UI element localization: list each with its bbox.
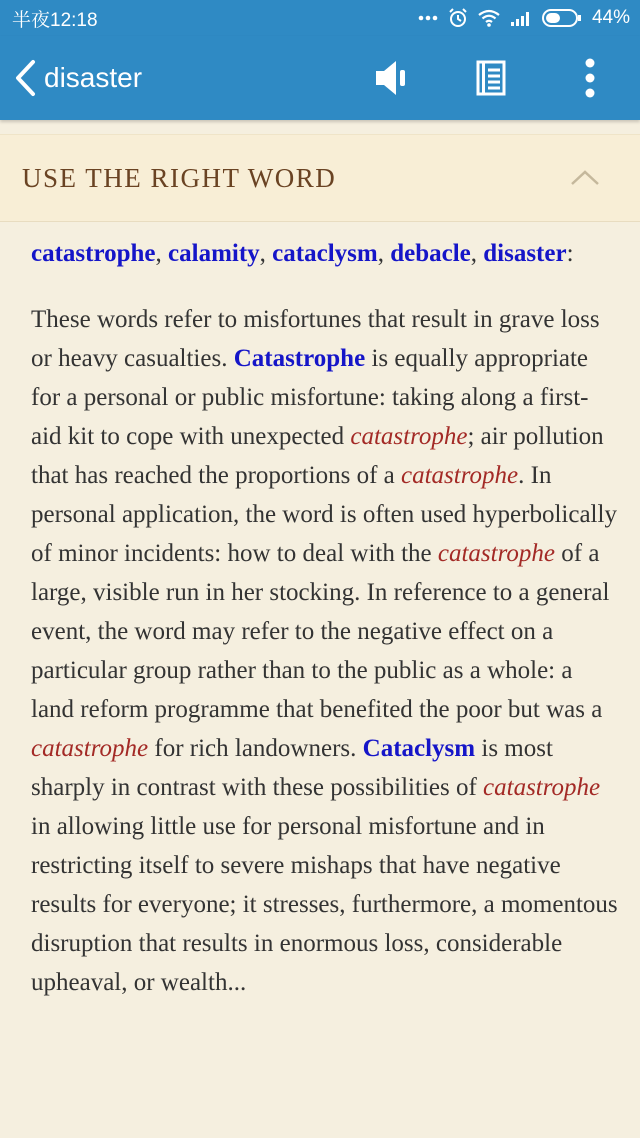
- example-word: catastrophe: [350, 423, 468, 450]
- more-vertical-icon: [584, 58, 596, 98]
- status-icons: [418, 7, 630, 29]
- synonym-list: [31, 234, 618, 273]
- usage-paragraph: [31, 300, 618, 1002]
- alarm-icon: [448, 8, 468, 28]
- synonym-link-catastrophe[interactable]: catastrophe: [31, 240, 156, 267]
- separator-colon: :: [566, 240, 574, 267]
- separator: ,: [259, 240, 273, 267]
- page-title: disaster: [44, 62, 143, 93]
- paragraph-text: ; air pollution that has reached the proportions of a: [31, 423, 604, 489]
- paragraph-text: is equally appropriate for a personal or public misfortune: taking along a first-aid kit to cope with unexpected: [31, 345, 589, 450]
- separator: ,: [470, 240, 484, 267]
- term-catastrophe: Catastrophe: [233, 345, 366, 372]
- example-word: catastrophe: [31, 735, 149, 762]
- back-arrow-icon: [14, 59, 36, 97]
- paragraph-text: of a large, visible run in her stocking. In reference to a general event, the word may refer to the negative effect on a particular group rather than to the public as a whole: a land reform programme that benefited the poor but was a: [31, 540, 610, 723]
- status-bar: [0, 0, 640, 36]
- entry-content: [0, 222, 640, 1002]
- notes-button[interactable]: [466, 36, 516, 120]
- signal-icon: [510, 10, 532, 26]
- example-word: catastrophe: [483, 774, 601, 801]
- example-word: catastrophe: [401, 462, 519, 489]
- paragraph-text: in allowing little use for personal misfortune and in restricting itself to severe mishaps that have negative results for everyone; it stresses, furthermore, a momentous disruption that results in enormous loss, considerable upheaval, or wealth...: [31, 813, 618, 996]
- synonym-link-disaster[interactable]: disaster: [483, 240, 567, 267]
- separator: ,: [377, 240, 391, 267]
- term-cataclysm: Cataclysm: [362, 735, 476, 762]
- paragraph-text: . In personal application, the word is often used hyperbolically of minor incidents: how to deal with the: [31, 462, 617, 567]
- synonym-link-calamity[interactable]: calamity: [168, 240, 260, 267]
- back-button[interactable]: [14, 36, 142, 120]
- paragraph-text: is most sharply in contrast with these possibilities of: [31, 735, 553, 801]
- section-title: USE THE RIGHT WORD: [22, 162, 337, 193]
- paragraph-text: for rich landowners.: [148, 735, 363, 762]
- wifi-icon: [478, 9, 500, 27]
- battery-level: 44%: [591, 7, 630, 28]
- synonym-link-debacle[interactable]: debacle: [390, 240, 471, 267]
- pronunciation-button[interactable]: [366, 36, 416, 120]
- app-bar: [0, 36, 640, 120]
- more-dots-icon: [418, 15, 438, 21]
- separator: ,: [155, 240, 169, 267]
- status-time: 半夜12:18: [12, 9, 98, 31]
- paragraph-text: These words refer to misfortunes that result in grave loss or heavy casualties.: [31, 306, 600, 372]
- chevron-up-icon: [570, 170, 600, 186]
- example-word: catastrophe: [437, 540, 555, 567]
- overflow-menu-button[interactable]: [565, 36, 615, 120]
- battery-icon: [542, 9, 582, 27]
- speaker-icon: [374, 59, 408, 97]
- use-the-right-word-header[interactable]: [0, 134, 640, 222]
- synonym-link-cataclysm[interactable]: cataclysm: [272, 240, 378, 267]
- list-document-icon: [476, 60, 506, 96]
